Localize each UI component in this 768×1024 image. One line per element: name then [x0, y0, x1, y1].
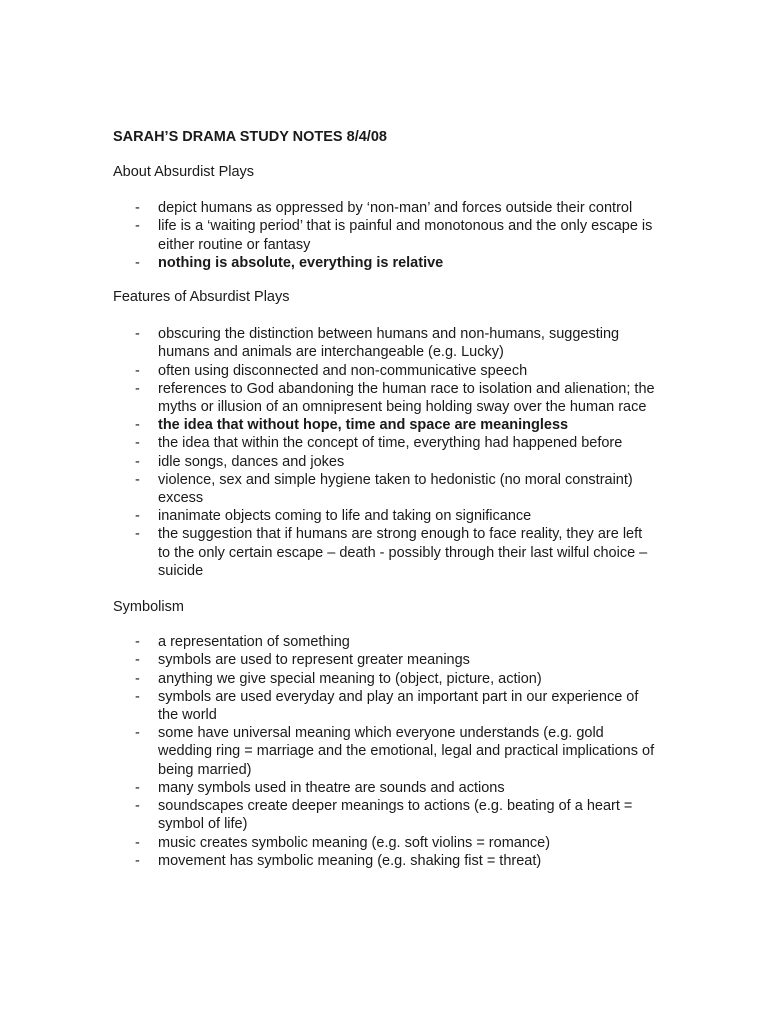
list-item-text: often using disconnected and non-communicative speech [158, 362, 528, 379]
bullet-dash: - [135, 326, 140, 343]
bullet-dash: - [135, 852, 140, 869]
list-item [113, 453, 658, 471]
bullet-list-about-absurdist-plays [113, 199, 673, 272]
list-item [113, 852, 658, 870]
bullet-list-features-of-absurdist-plays [113, 325, 673, 580]
section-heading-features-of-absurdist-plays: Features of Absurdist Plays [113, 289, 290, 306]
list-item [113, 834, 658, 852]
list-item [113, 797, 658, 833]
bullet-dash: - [135, 798, 140, 815]
list-item-text: violence, sex and simple hygiene taken to hedonistic (no moral constraint) excess [158, 471, 633, 507]
section-heading-symbolism: Symbolism [113, 599, 184, 616]
bullet-dash: - [135, 380, 140, 397]
list-item [113, 779, 658, 797]
list-item-text: music creates symbolic meaning (e.g. soft violins = romance) [158, 834, 551, 851]
list-item-text: life is a ‘waiting period’ that is painful and monotonous and the only escape is either routine or fantasy [158, 218, 653, 253]
list-item-text: references to God abandoning the human race to isolation and alienation; the myths or illusion of an omnipresent being holding sway over the human race [158, 380, 655, 416]
list-item-text: the suggestion that if humans are strong enough to face reality, they are left to the only certain escape – death - possibly through their last wilful choice – suicide [158, 526, 648, 579]
list-item [113, 217, 658, 253]
bullet-dash: - [135, 688, 140, 705]
list-item-text: anything we give special meaning to (object, picture, action) [158, 670, 542, 687]
document-title: SARAH’S DRAMA STUDY NOTES 8/4/08 [113, 129, 387, 145]
list-item [113, 325, 658, 361]
section-heading-about-absurdist-plays: About Absurdist Plays [113, 164, 255, 180]
list-item [113, 434, 658, 452]
list-item [113, 688, 658, 724]
list-item-text: inanimate objects coming to life and taking on significance [158, 508, 532, 525]
bullet-dash: - [135, 526, 140, 543]
bullet-dash: - [135, 200, 140, 217]
list-item [113, 651, 658, 669]
bullet-list-symbolism [113, 633, 673, 870]
list-item [113, 633, 658, 651]
bullet-dash: - [135, 254, 140, 271]
list-item-text: some have universal meaning which everyone understands (e.g. gold wedding ring = marriage and the emotional, legal and practical implications of being married) [158, 725, 655, 778]
bullet-dash: - [135, 453, 140, 470]
list-item [113, 199, 658, 217]
list-item-text: idle songs, dances and jokes [158, 453, 345, 470]
list-item [113, 670, 658, 688]
list-item-text: obscuring the distinction between humans and non-humans, suggesting humans and animals are interchangeable (e.g. Lucky) [158, 326, 620, 361]
list-item-text: movement has symbolic meaning (e.g. shaking fist = threat) [158, 852, 542, 869]
list-item [113, 724, 658, 779]
list-item-text: a representation of something [158, 634, 350, 651]
document-page [113, 128, 673, 870]
bullet-dash: - [135, 725, 140, 742]
list-item [113, 254, 658, 272]
bullet-dash: - [135, 779, 140, 796]
list-item-text: the idea that within the concept of time, everything had happened before [158, 435, 623, 452]
bullet-dash: - [135, 652, 140, 669]
bullet-dash: - [135, 435, 140, 452]
bullet-dash: - [135, 471, 140, 488]
list-item [113, 525, 658, 580]
bullet-dash: - [135, 634, 140, 651]
list-item [113, 380, 658, 416]
list-item-text: depict humans as oppressed by ‘non-man’ and forces outside their control [158, 200, 633, 217]
list-item-text: symbols are used to represent greater meanings [158, 652, 470, 669]
list-item-text: soundscapes create deeper meanings to actions (e.g. beating of a heart = symbol of life) [158, 798, 633, 833]
bullet-dash: - [135, 218, 140, 235]
list-item [113, 471, 658, 507]
list-item [113, 362, 658, 380]
bullet-dash: - [135, 670, 140, 687]
list-item [113, 507, 658, 525]
list-item-text: many symbols used in theatre are sounds and actions [158, 779, 505, 796]
bullet-dash: - [135, 834, 140, 851]
list-item-text: nothing is absolute, everything is relative [158, 254, 444, 271]
bullet-dash: - [135, 362, 140, 379]
bullet-dash: - [135, 508, 140, 525]
list-item-text: the idea that without hope, time and space are meaningless [158, 417, 569, 434]
list-item-text: symbols are used everyday and play an important part in our experience of the world [158, 688, 639, 724]
bullet-dash: - [135, 417, 140, 434]
list-item [113, 416, 658, 434]
